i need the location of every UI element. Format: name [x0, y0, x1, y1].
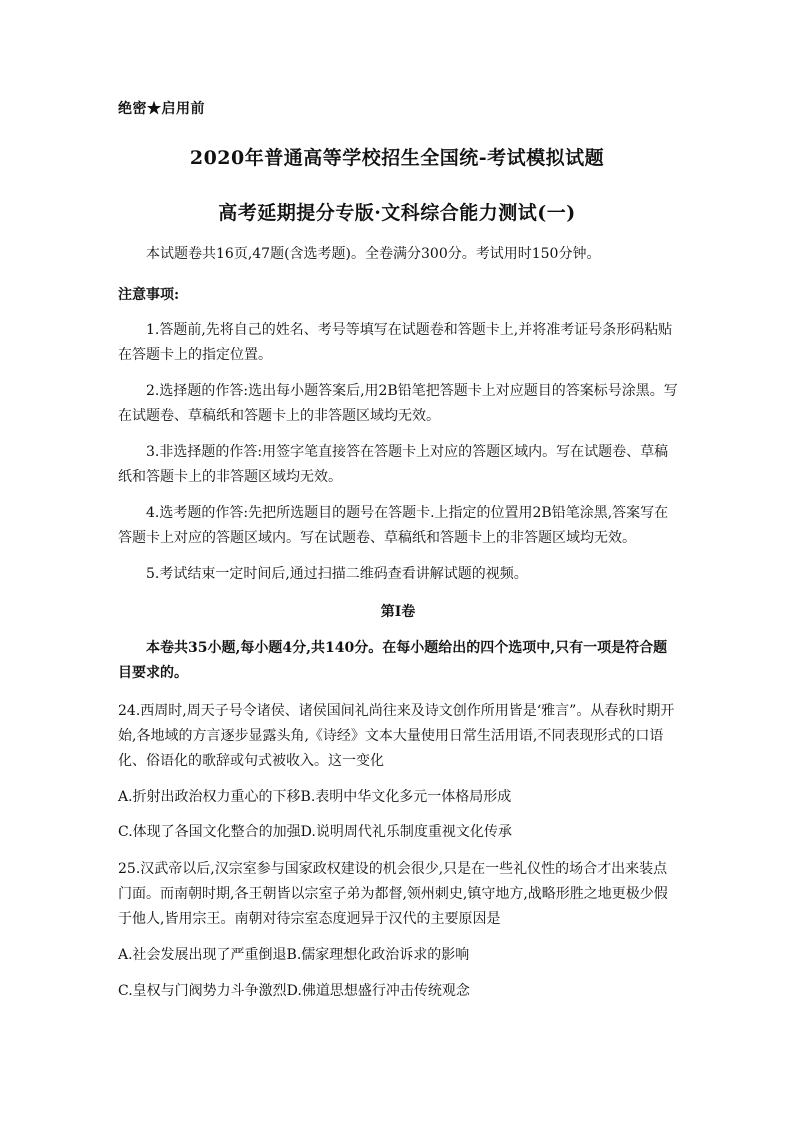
- exam-intro: 本试题卷共16页,47题(含选考题)。全卷满分300分。考试用时150分钟。: [146, 246, 601, 262]
- exam-subtitle: 高考延期提分专版·文科综合能力测试(一): [218, 202, 576, 224]
- exam-title: 2020年普通高等学校招生全国统-考试模拟试题: [189, 147, 605, 169]
- section-title: 第Ⅰ卷: [380, 604, 416, 620]
- note-item-4: 4.选考题的作答:先把所选题目的题号在答题卡.上指定的位置用2B铅笔涂黑,答案写在答题卡上对应的答题区域内。写在试题卷、草稿纸和答题卡上的非答题区域均无效。: [118, 505, 669, 546]
- note-item-2: 2.选择题的作答:选出每小题答案后,用2B铅笔把答题卡上对应题目的答案标号涂黑。写在试题卷、草稿纸和答题卡上的非答题区域均无效。: [118, 383, 678, 424]
- note-item-1: 1.答题前,先将自己的姓名、考号等填写在试题卷和答题卡上,并将准考证号条形码粘贴在答题卡上的指定位置。: [118, 322, 673, 363]
- section-instruction: 本卷共35小题,每小题4分,共140分。在每小题给出的四个选项中,只有一项是符合题目要求的。: [118, 640, 668, 681]
- question-24-stem: 24.西周时,周天子号令诸侯、诸侯国间礼尚往来及诗文创作所用皆是‘雅言”。从春秋时期开始,各地域的方言逐步显露头角,《诗经》文本大量使用日常生活用语,不同表现形式的口语化、俗语化的歌辞或句式被收入。这一变化: [118, 703, 675, 769]
- question-24-options-cd: C.体现了各国文化整合的加强D.说明周代礼乐制度重视文化传承: [118, 824, 512, 840]
- note-item-3: 3.非选择题的作答:用签字笔直接答在答题卡上对应的答题区域内。写在试题卷、草稿纸和答题卡上的非答题区域均无效。: [118, 444, 669, 485]
- notes-heading: 注意事项:: [118, 287, 180, 303]
- question-25-options-cd: C.皇权与门阀势力斗争激烈D.佛道思想盛行冲击传统观念: [118, 983, 470, 999]
- question-24-options-ab: A.折射出政治权力重心的下移B.表明中华文化多元一体格局形成: [118, 789, 512, 805]
- question-25-stem: 25.汉武帝以后,汉宗室参与国家政权建设的机会很少,只是在一些礼仪性的场合才出来装点门面。而南朝时期,各王朝皆以宗室子弟为都督,领州刺史,镇守地方,战略形胜之地更极少假于他人,皆用宗王。南朝对待宗室态度迥异于汉代的主要原因是: [118, 861, 668, 927]
- note-item-5: 5.考试结束一定时间后,通过扫描二维码查看讲解试题的视频。: [146, 566, 528, 582]
- confidential-mark: 绝密★启用前: [118, 101, 205, 117]
- question-25-options-ab: A.社会发展出现了严重倒退B.儒家理想化政治诉求的影响: [118, 947, 470, 963]
